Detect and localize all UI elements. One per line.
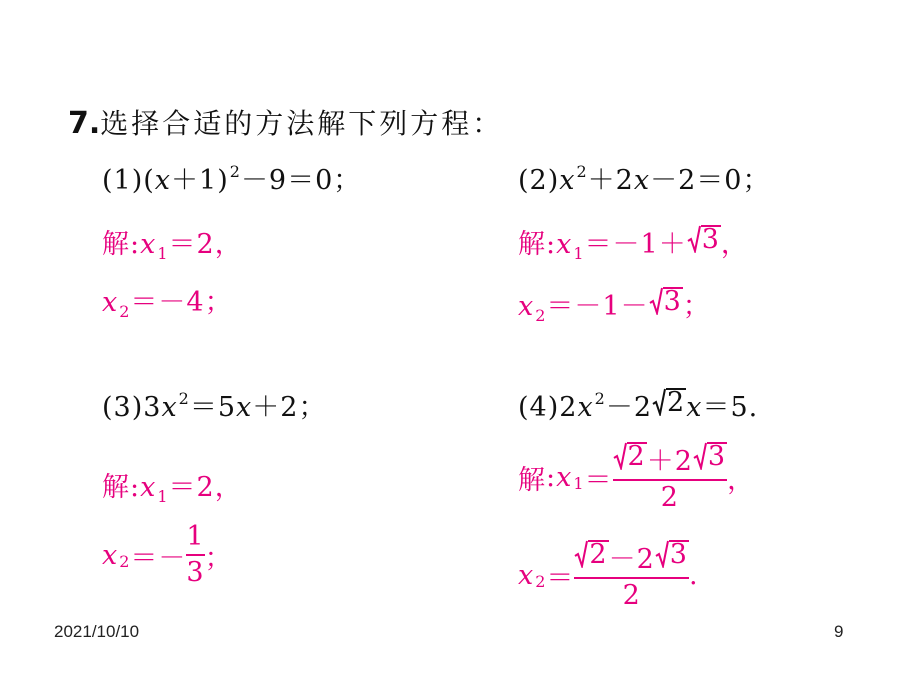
solve-label: 解 (102, 472, 130, 503)
solution-1-x2: $x_2=-4$； (102, 287, 233, 321)
solve-label: 解 (518, 465, 546, 496)
fraction: $\frac{1}{3}$ (186, 521, 205, 588)
sqrt-symbol: 3 (649, 287, 683, 315)
problem-number: 7. (68, 106, 101, 141)
solution-4-x1: 解 : x 1 ＝ 2 ＋2 3 2 ， (518, 441, 756, 513)
fraction: 2 －2 3 2 (574, 540, 689, 611)
sqrt-symbol: 3 (687, 225, 721, 253)
page-number: 9 (834, 622, 844, 641)
sqrt-symbol: 2 (652, 388, 686, 416)
solution-1-x1: 解$:x_1=2$， (102, 229, 243, 263)
equation-2: $(2)x^2+2x-2=0$； (518, 162, 771, 196)
equation-1: $(1)(x+1)^2-9=0$； (102, 162, 362, 196)
solution-2-x2: $x_2=-1-$ 3 ； (518, 286, 711, 325)
solution-4-x2: x 2 ＝ 2 －2 3 2 . (518, 539, 699, 611)
solution-3-x2: x 2 ＝－ $\frac{1}{3}$ ； (102, 521, 233, 588)
equation-4: $(4)2x^2-2$ 2 x＝5. (518, 387, 759, 423)
problem-instruction: 选择合适的方法解下列方程： (100, 107, 504, 140)
problem-title (68, 102, 503, 142)
solve-label: 解 (518, 229, 546, 260)
equation-3: $(3)3x^2=5x+2$； (102, 389, 327, 423)
fraction: 2 ＋2 3 2 (613, 442, 728, 513)
footer-date: 2021/10/10 (54, 622, 140, 641)
solve-label: 解 (102, 229, 130, 260)
solution-2-x1: 解$:x_1=-1+$ 3 ， (518, 224, 749, 263)
solution-3-x1: 解$:x_1=2$， (102, 472, 243, 506)
